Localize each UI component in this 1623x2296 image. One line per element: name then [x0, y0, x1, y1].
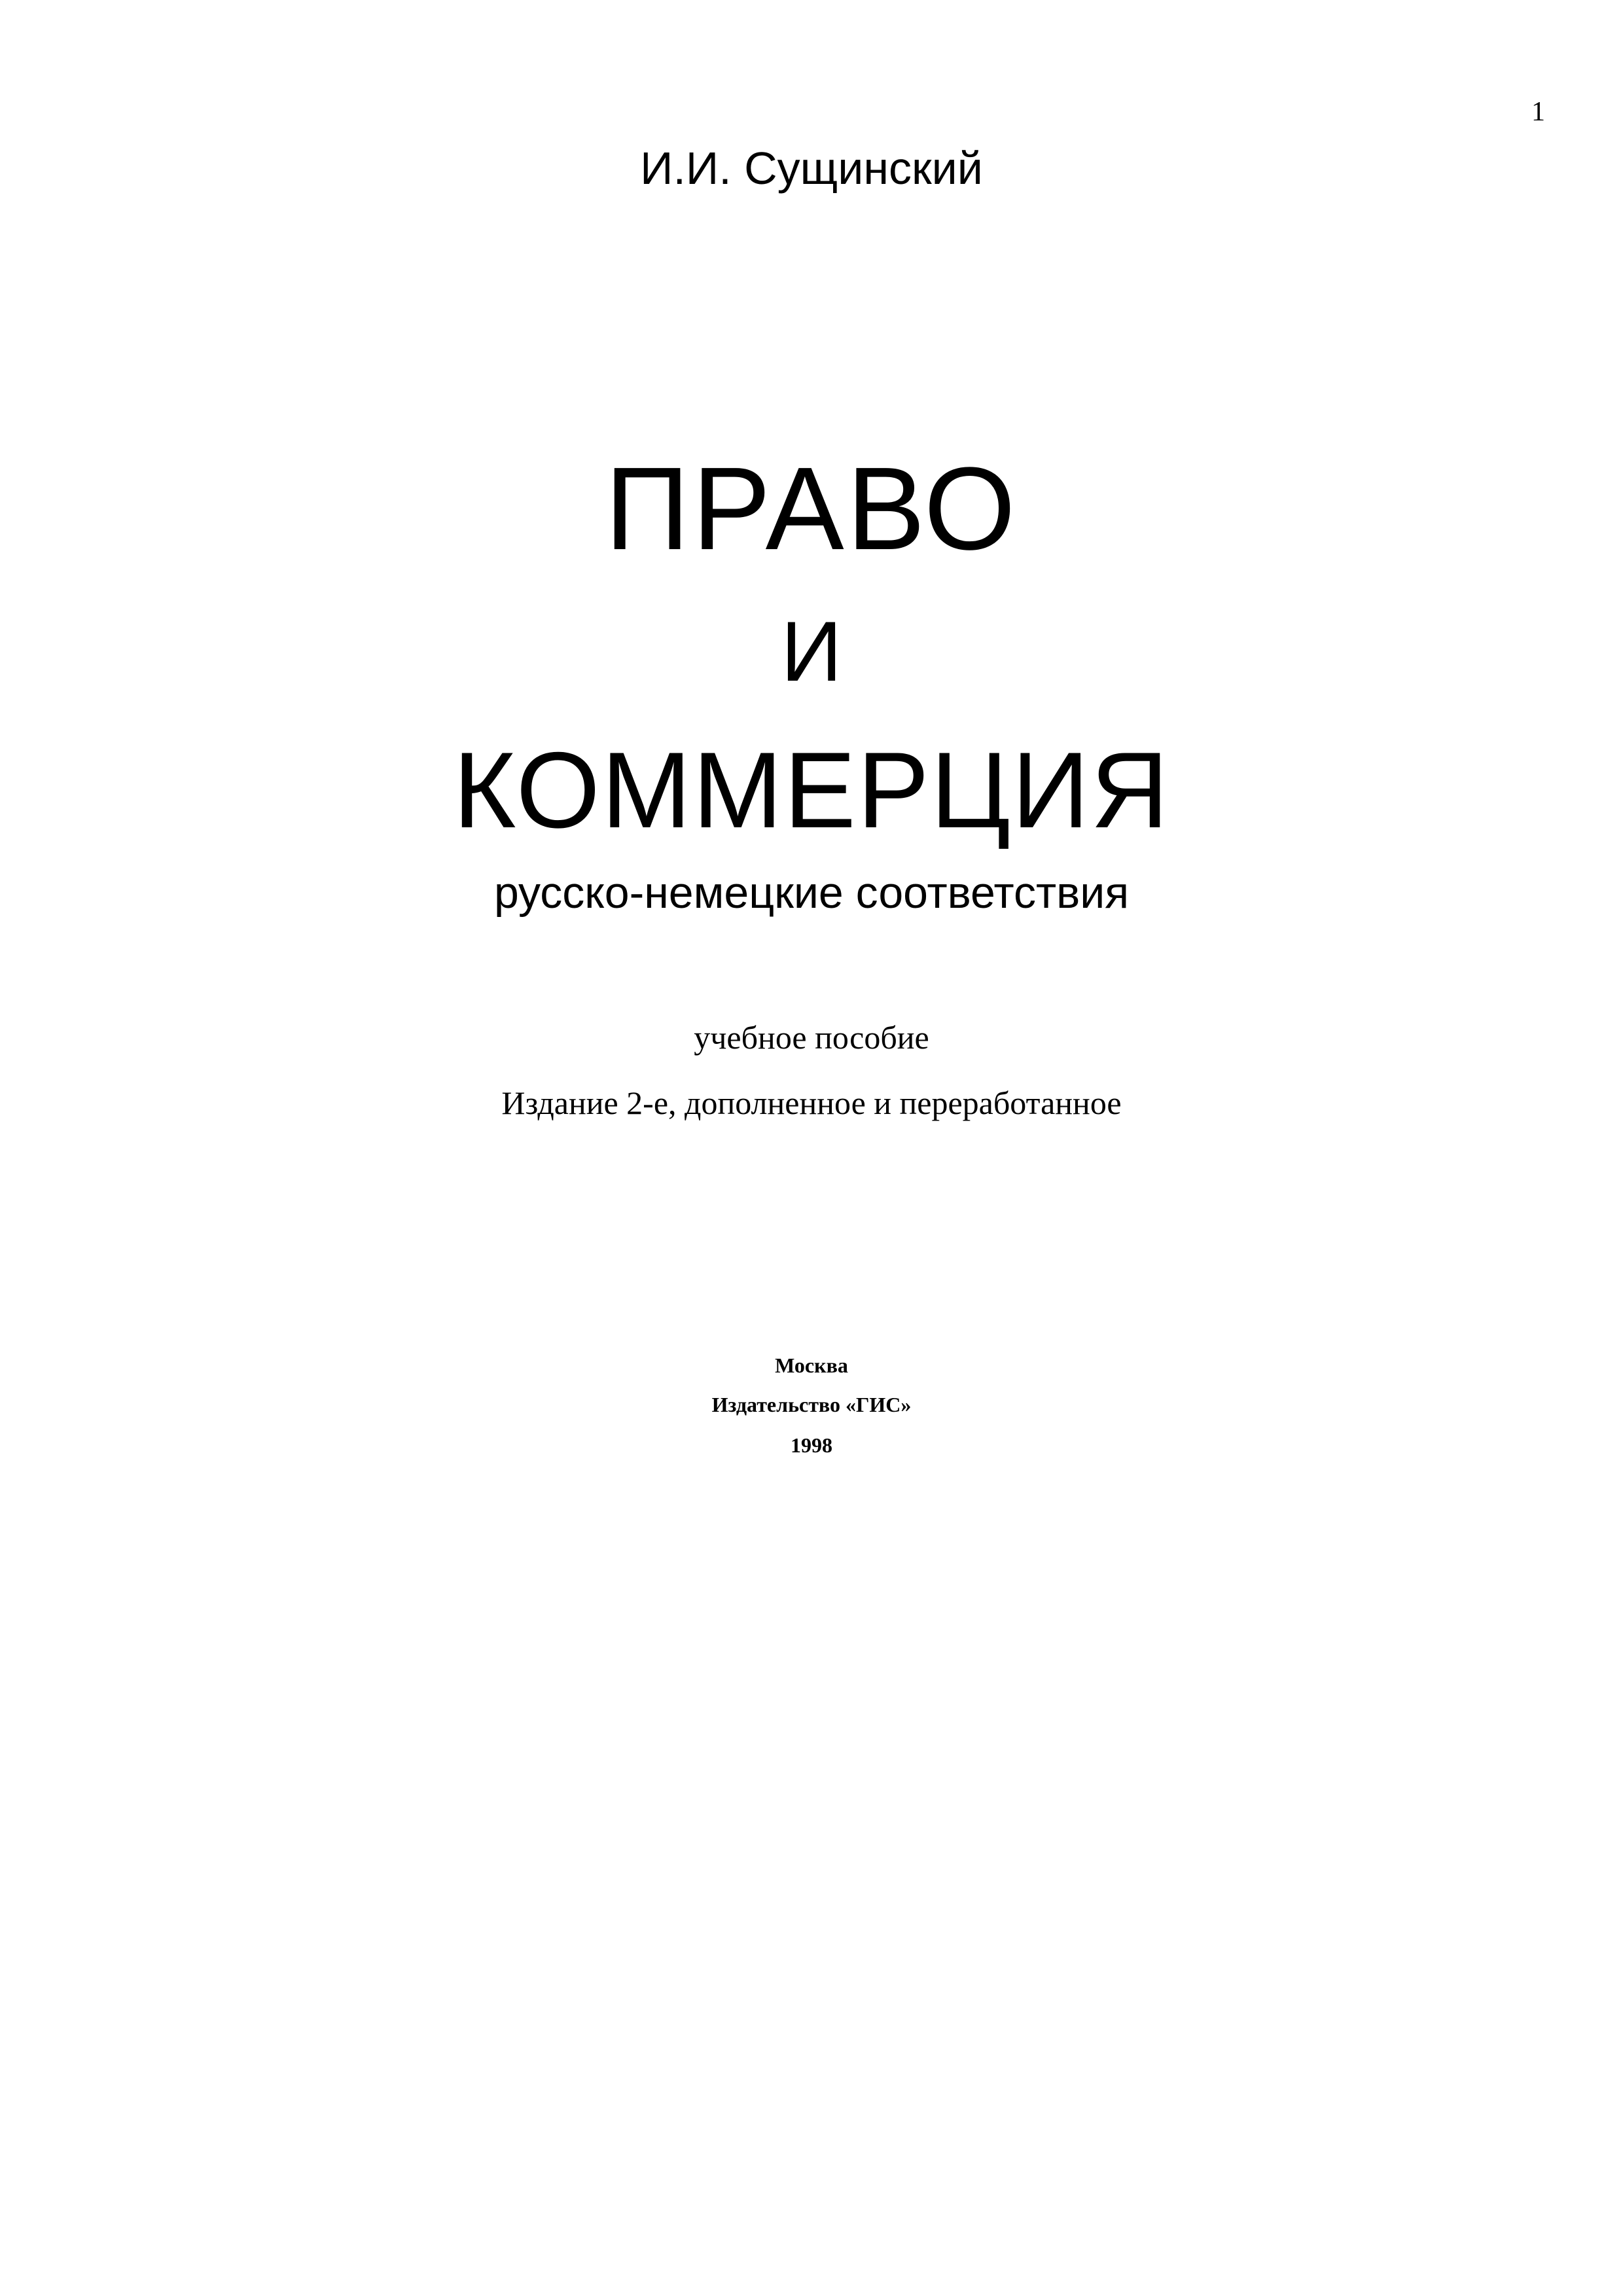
title-line-2: И	[781, 603, 842, 699]
edition-note: Издание 2-е, дополненное и переработанное	[501, 1085, 1122, 1121]
title-line-1: ПРАВО	[605, 443, 1018, 575]
imprint-year: 1998	[791, 1433, 832, 1457]
book-genre: учебное пособие	[694, 1019, 929, 1056]
page-number: 1	[1531, 97, 1545, 127]
title-line-3: КОММЕРЦИЯ	[453, 730, 1170, 850]
book-subtitle: русско-немецкие соответствия	[493, 868, 1130, 918]
author-name: И.И. Сущинский	[640, 143, 983, 194]
imprint-publisher: Издательство «ГИС»	[711, 1393, 912, 1416]
imprint-city: Москва	[775, 1354, 848, 1377]
